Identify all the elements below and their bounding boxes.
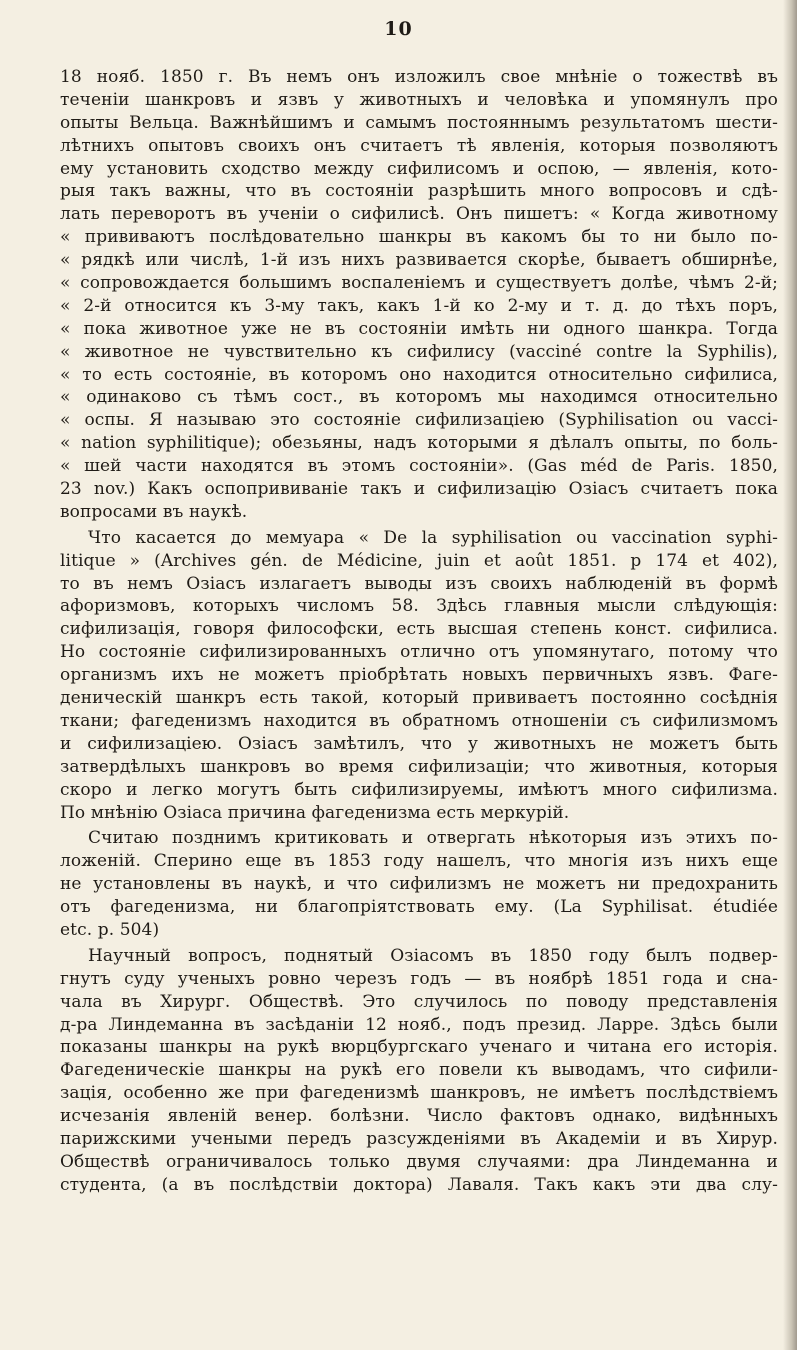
text-line: гнутъ суду ученыхъ ровно черезъ годъ — въ ноябрѣ 1851 года и сна- xyxy=(60,968,778,989)
text-line: « одинаково съ тѣмъ сост., въ которомъ мы находимся относительно xyxy=(60,387,778,408)
text-line: « рядкѣ или числѣ, 1-й изъ нихъ развивается скорѣе, бываетъ обширнѣе, xyxy=(60,250,778,271)
text-line: теченіи шанкровъ и язвъ у животныхъ и человѣка и упомянулъ про xyxy=(60,89,778,110)
text-line: 18 нояб. 1850 г. Въ немъ онъ изложилъ свое мнѣніе о тожествѣ въ xyxy=(60,67,778,87)
text-line: деническій шанкръ есть такой, который прививаетъ постоянно сосѣднія xyxy=(60,688,778,709)
text-line: 23 nov.) Какъ оспопрививаніе такъ и сифилизацію Озіасъ считаетъ пока xyxy=(60,479,778,500)
text-line: то въ немъ Озіасъ излагаетъ выводы изъ своихъ наблюденій въ формѣ xyxy=(60,573,778,594)
text-line: Фагеденическіе шанкры на рукѣ его повели къ выводамъ, что сифили- xyxy=(60,1060,778,1081)
text-line: показаны шанкры на рукѣ вюрцбургскаго ученаго и читана его исторія. xyxy=(60,1037,778,1058)
text-line: скоро и легко могутъ быть сифилизируемы, имѣютъ много сифилизма. xyxy=(60,779,778,800)
text-line: отъ фагеденизма, ни благопріятствовать ему. (La Syphilisat. étudiée xyxy=(60,897,778,918)
text-line: Научный вопросъ, поднятый Озіасомъ въ 1850 году былъ подвер- xyxy=(88,945,778,966)
text-line: чала въ Хирург. Обществѣ. Это случилось по поводу представленія xyxy=(60,991,778,1012)
text-line: вопросами въ наукѣ. xyxy=(60,501,248,522)
text-line: исчезанія явленій венер. болѣзни. Число фактовъ однако, видѣнныхъ xyxy=(60,1106,778,1127)
text-line: парижскими учеными передъ разсужденіями въ Академіи и въ Хирур. xyxy=(60,1128,778,1149)
text-line: лѣтнихъ опытовъ своихъ онъ считаетъ тѣ явленія, которыя позволяютъ xyxy=(60,135,778,156)
page-number: 10 xyxy=(384,18,413,40)
text-line: « то есть состояніе, въ которомъ оно находится относительно сифилиса, xyxy=(60,364,778,385)
text-line: litique » (Archives gén. de Médicine, juin et août 1851. p 174 et 402), xyxy=(60,550,778,571)
text-line: ему установить сходство между сифилисомъ и оспою, — явленія, кото- xyxy=(60,158,778,179)
text-line: « 2-й относится къ 3-му такъ, какъ 1-й ко 2-му и т. д. до тѣхъ поръ, xyxy=(60,295,778,316)
text-line: « nation syphilitique); обезьяны, надъ которыми я дѣлалъ опыты, по боль- xyxy=(60,433,778,454)
text-line: сифилизація, говоря философски, есть высшая степень конст. сифилиса. xyxy=(60,619,778,640)
text-line: « животное не чувствительно къ сифилису (vacciné contre la Syphilis), xyxy=(60,341,778,362)
text-line: студента, (а въ послѣдствіи доктора) Лаваля. Такъ какъ эти два слу- xyxy=(60,1174,778,1195)
text-line: ткани; фагеденизмъ находится въ обратномъ отношеніи съ сифилизмомъ xyxy=(60,710,778,731)
text-line: д-ра Линдеманна въ засѣданіи 12 нояб., подъ презид. Ларре. Здѣсь были xyxy=(60,1014,778,1035)
text-line: затвердѣлыхъ шанкровъ во время сифилизаціи; что животныя, которыя xyxy=(60,756,778,777)
text-line: афоризмовъ, которыхъ числомъ 58. Здѣсь главныя мысли слѣдующія: xyxy=(60,596,778,617)
page-edge-shadow xyxy=(783,0,797,1350)
text-line: Считаю позднимъ критиковать и отвергать нѣкоторыя изъ этихъ по- xyxy=(88,828,778,849)
text-line: « пока животное уже не въ состояніи имѣть ни одного шанкра. Тогда xyxy=(60,318,778,339)
text-line: « прививаютъ послѣдовательно шанкры въ какомъ бы то ни было по- xyxy=(60,227,778,248)
text-line: зація, особенно же при фагеденизмѣ шанкровъ, не имѣетъ послѣдствіемъ xyxy=(60,1083,778,1104)
text-line: ложеній. Сперино еще въ 1853 году нашелъ, что многія изъ нихъ еще xyxy=(60,851,778,872)
text-line: По мнѣнію Озіаса причина фагеденизма есть меркурій. xyxy=(60,802,570,823)
text-line: рыя такъ важны, что въ состояніи разрѣшить много вопросовъ и сдѣ- xyxy=(60,181,778,202)
text-line: « сопровождается большимъ воспаленіемъ и существуетъ долѣе, чѣмъ 2-й; xyxy=(60,273,778,294)
text-line: Что касается до мемуара « De la syphilisation ou vaccination syphi- xyxy=(88,527,778,548)
text-line: организмъ ихъ не можетъ пріобрѣтать новыхъ первичныхъ язвъ. Фаге- xyxy=(60,665,778,686)
text-line: etc. p. 504) xyxy=(60,919,160,940)
text-line: не установлены въ наукѣ, и что сифилизмъ не можетъ ни предохранить xyxy=(60,874,778,895)
text-line: « оспы. Я называю это состояніе сифилизаціею (Syphilisation ou vacci- xyxy=(60,410,778,431)
body-text xyxy=(60,66,778,1197)
text-line: Но состояніе сифилизированныхъ отлично отъ упомянутаго, потому что xyxy=(60,642,778,663)
text-line: лать переворотъ въ ученіи о сифилисѣ. Онъ пишетъ: « Когда животному xyxy=(60,204,778,225)
text-line: « шей части находятся въ этомъ состояніи». (Gas méd de Paris. 1850, xyxy=(60,456,778,477)
text-line: Обществѣ ограничивалось только двумя случаями: дра Линдеманна и xyxy=(60,1151,778,1172)
text-line: и сифилизаціею. Озіасъ замѣтилъ, что у животныхъ не можетъ быть xyxy=(60,733,778,754)
text-line: опыты Вельца. Важнѣйшимъ и самымъ постояннымъ результатомъ шести- xyxy=(60,112,778,133)
